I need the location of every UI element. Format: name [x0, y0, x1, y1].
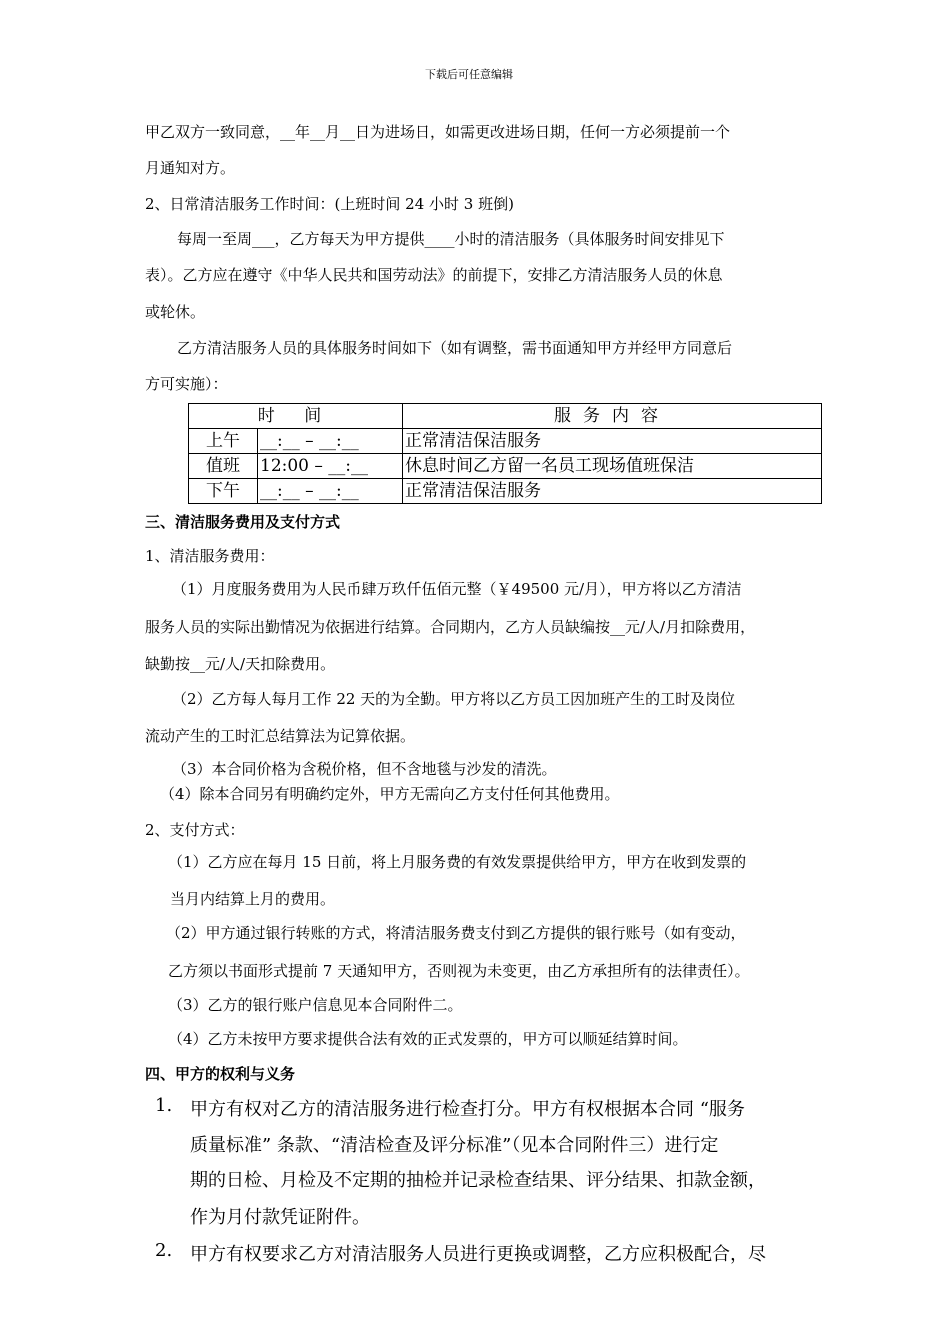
content-column-header: 服务内容 — [403, 404, 822, 429]
content-cell: 正常清洁保洁服务 — [403, 479, 822, 504]
paragraph-line: 每周一至周___，乙方每天为甲方提供____小时的清洁服务（具体服务时间安排见下 — [177, 230, 725, 248]
period-cell: 值班 — [189, 454, 258, 479]
paragraph-line: 表）。乙方应在遵守《中华人民共和国劳动法》的前提下，安排乙方清洁服务人员的休息 — [145, 266, 723, 284]
time-cell: 12:00 – __:__ — [258, 454, 403, 479]
content-cell: 休息时间乙方留一名员工现场值班保洁 — [403, 454, 822, 479]
period-cell: 上午 — [189, 429, 258, 454]
paragraph-line: 流动产生的工时汇总结算法为记算依据。 — [145, 727, 416, 745]
time-cell: __:__ – __:__ — [258, 429, 403, 454]
time-cell: __:__ – __:__ — [258, 479, 403, 504]
list-item-line: 甲方有权要求乙方对清洁服务人员进行更换或调整，乙方应积极配合，尽 — [190, 1244, 766, 1265]
table-row — [189, 454, 822, 479]
section-title: 三、清洁服务费用及支付方式 — [145, 513, 341, 531]
section-title: 四、甲方的权利与义务 — [145, 1065, 296, 1083]
paragraph-line: 或轮休。 — [145, 303, 206, 321]
paragraph-line: （3）乙方的银行账户信息见本合同附件二。 — [168, 996, 463, 1014]
list-number: 1. — [155, 1095, 173, 1116]
paragraph-line: （2）乙方每人每月工作 22 天的为全勤。甲方将以乙方员工因加班产生的工时及岗位 — [172, 690, 736, 708]
paragraph-line: 方可实施）： — [145, 375, 228, 393]
schedule-table — [188, 403, 822, 504]
subheading: 2、日常清洁服务工作时间：(上班时间 24 小时 3 班倒) — [145, 195, 514, 213]
paragraph-line: 缺勤按__元/人/天扣除费用。 — [145, 655, 336, 673]
content-cell: 正常清洁保洁服务 — [403, 429, 822, 454]
paragraph-line: 服务人员的实际出勤情况为依据进行结算。合同期内，乙方人员缺编按__元/人/月扣除费用， — [145, 618, 756, 636]
paragraph-line: （1）月度服务费用为人民币肆万玖仟伍佰元整（￥49500 元/月），甲方将以乙方清洁 — [172, 580, 742, 598]
paragraph-line: 当月内结算上月的费用。 — [170, 890, 336, 908]
table-row — [189, 429, 822, 454]
time-column-header: 时 间 — [189, 404, 403, 429]
paragraph-line: 甲乙双方一致同意，__年__月__日为进场日，如需更改进场日期，任何一方必须提前一个 — [145, 123, 731, 141]
subheading: 1、清洁服务费用： — [145, 547, 275, 565]
paragraph-line: （3）本合同价格为含税价格，但不含地毯与沙发的清洗。 — [172, 760, 557, 778]
table-header-row — [189, 404, 822, 429]
paragraph-line: （4）乙方未按甲方要求提供合法有效的正式发票的，甲方可以顺延结算时间。 — [168, 1030, 688, 1048]
page-header: 下载后可任意编辑 — [425, 68, 513, 81]
list-item-line: 甲方有权对乙方的清洁服务进行检查打分。甲方有权根据本合同 “服务 — [190, 1099, 745, 1120]
paragraph-line: 乙方清洁服务人员的具体服务时间如下（如有调整，需书面通知甲方并经甲方同意后 — [177, 339, 733, 357]
list-item-line: 作为月付款凭证附件。 — [190, 1207, 370, 1228]
period-cell: 下午 — [189, 479, 258, 504]
paragraph-line: （2）甲方通过银行转账的方式，将清洁服务费支付到乙方提供的银行账号（如有变动， — [166, 924, 746, 942]
subheading: 2、支付方式： — [145, 821, 245, 839]
list-item-line: 期的日检、月检及不定期的抽检并记录检查结果、评分结果、扣款金额， — [190, 1170, 766, 1191]
table-row — [189, 479, 822, 504]
paragraph-line: （1）乙方应在每月 15 日前，将上月服务费的有效发票提供给甲方，甲方在收到发票的 — [168, 853, 747, 871]
paragraph-line: （4）除本合同另有明确约定外，甲方无需向乙方支付任何其他费用。 — [160, 785, 620, 803]
list-item-line: 质量标准” 条款、“清洁检查及评分标准”（见本合同附件三）进行定 — [190, 1135, 719, 1156]
list-number: 2. — [155, 1240, 173, 1261]
paragraph-line: 月通知对方。 — [145, 159, 236, 177]
paragraph-line: 乙方须以书面形式提前 7 天通知甲方，否则视为未变更，由乙方承担所有的法律责任）。 — [168, 962, 750, 980]
